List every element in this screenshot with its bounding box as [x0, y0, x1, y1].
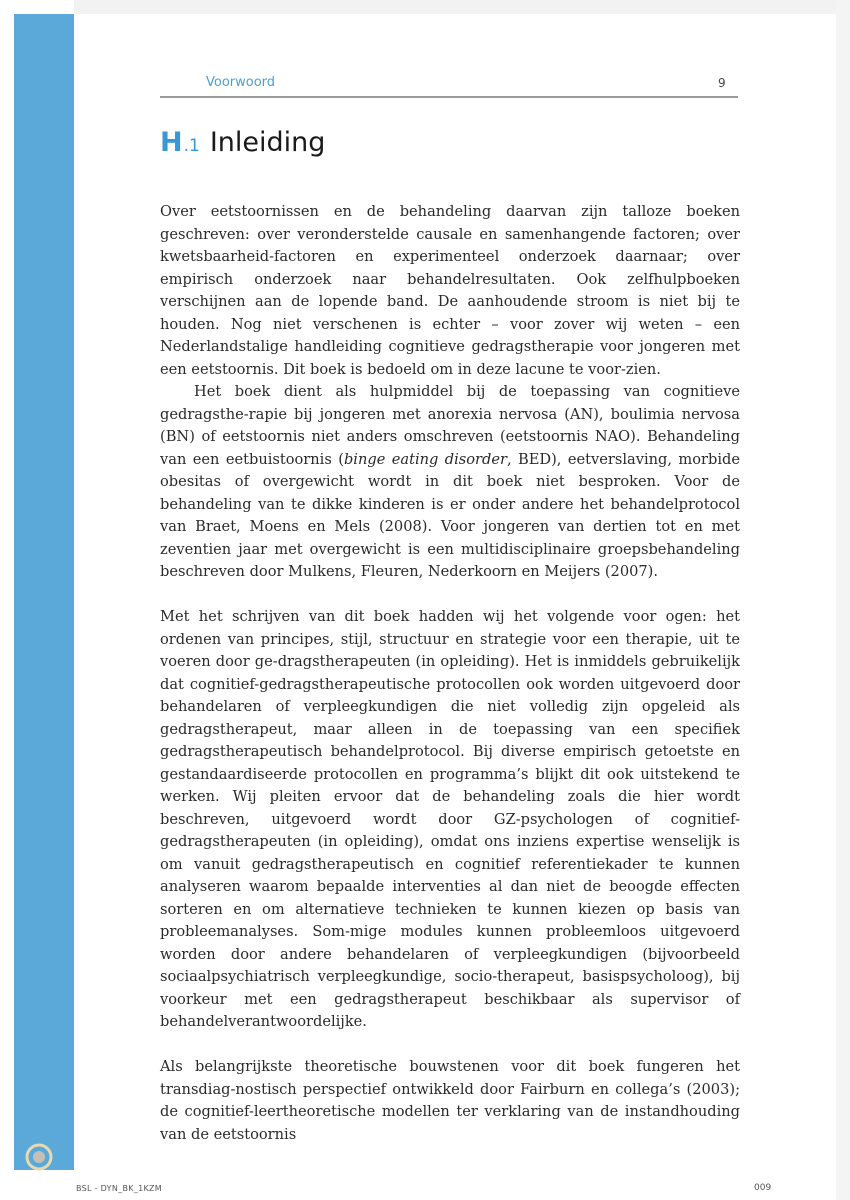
- paragraph-3: Met het schrijven van dit boek hadden wij het volgende voor ogen: het ordenen van principes, stijl, structuur en strategie voor een therapie, uit te voeren door ge-dragstherapeuten (in opleiding). Het is inmiddels gebruikelijk dat cognitief-gedragstherapeutische protocollen ook worden uitgevoerd door behandelaren of verpleegkundigen die niet volledig zijn opgeleid als gedragstherapeut, maar alleen in de toepassing van een specifiek gedragstherapeutisch behandelprotocol. Bij diverse empirisch getoetste en gestandaardiseerde protocollen en programma’s blijkt dit ook uitstekend te werken. Wij pleiten ervoor dat de behandeling zoals die hier wordt beschreven, uitgevoerd wordt door GZ-psychologen of cognitief-gedragstherapeuten (in opleiding), omdat ons inziens expertise wenselijk is om vanuit gedragstherapeutisch en cognitief referentiekader te kunnen analyseren waarom bepaalde interventies al dan niet de beoogde effecten sorteren en om alternatieve technieken te kunnen kiezen op basis van probleemanalyses. Som-mige modules kunnen probleemloos uitgevoerd worden door andere behandelaren of verpleegkundigen (bijvoorbeeld sociaalpsychiatrisch verpleegkundige, socio-therapeut, basispsycholoog), bij voorkeur met een gedragstherapeut beschikbaar als supervisor of behandelverantwoordelijke.: [160, 608, 740, 1030]
- paragraph-1: Over eetstoornissen en de behandeling daarvan zijn talloze boeken geschreven: over veronderstelde causale en samenhangende factoren; over kwetsbaarheid-factoren en experimenteel onderzoek daarnaar; over empirisch onderzoek naar behandelresultaten. Ook zelfhulpboeken verschijnen aan de lopende band. De aanhoudende stroom is niet bij te houden. Nog niet verschenen is echter – voor zover wij weten – een Nederlandstalige handleiding cognitieve gedragstherapie voor jongeren met een eetstoornis. Dit boek is bedoeld om in deze lacune te voor-zien.: [160, 203, 740, 378]
- chapter-heading: [160, 127, 325, 158]
- body-text: [160, 201, 740, 1146]
- right-margin: [836, 0, 850, 1200]
- running-header: Voorwoord: [206, 75, 276, 90]
- paragraph-2-italic: binge eating disorder: [343, 450, 507, 468]
- paragraph-2-part-1: Het boek dient als hulpmiddel bij de toepassing van cognitieve gedragsthe-rapie bij jongeren met anorexia nervosa (AN), boulimia nervosa (BN) of eetstoornis niet anders omschreven (eetstoornis NAO). Behandeling van een eetbuistoornis (: [160, 383, 740, 468]
- footer-code: BSL - DYN_BK_1KZM: [76, 1184, 163, 1193]
- blue-side-band: [14, 14, 74, 1170]
- paragraph-4: Als belangrijkste theoretische bouwstenen voor dit boek fungeren het transdiag-nostisch perspectief ontwikkeld door Fairburn en collega’s (2003); de cognitief-leertheoretische modellen ter verklaring van de instandhouding van de eetstoornis: [160, 1058, 740, 1143]
- paragraph-2: [160, 381, 740, 584]
- chapter-letter: H: [160, 127, 183, 158]
- header-rule: [160, 96, 738, 98]
- watermark-icon: [24, 1142, 54, 1172]
- page-number: 9: [718, 76, 726, 90]
- chapter-title: Inleiding: [209, 127, 326, 158]
- footer-page: 009: [754, 1183, 772, 1193]
- chapter-number: .1: [183, 136, 200, 156]
- paragraph-2-part-2: , BED), eetverslaving, morbide obesitas of overgewicht wordt in dit boek niet besproken. Voor de behandeling van te dikke kinderen is er onder andere het behandelprotocol van Braet, Moens en Mels (2008). Voor jongeren van dertien tot en met zeventien jaar met overgewicht is een multidisciplinaire groepsbehandeling beschreven door Mulkens, Fleuren, Nederkoorn en Meijers (2007).: [160, 450, 740, 580]
- top-margin: [74, 0, 850, 14]
